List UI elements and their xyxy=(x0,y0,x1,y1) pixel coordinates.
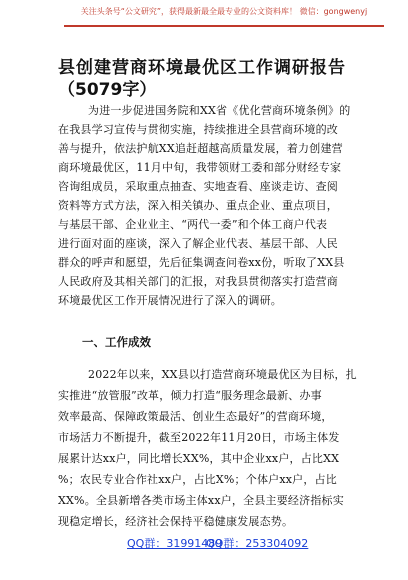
paragraph-line: 市场活力不断提升，截至2022年11月20日，市场主体发 xyxy=(58,431,340,444)
paragraph-line: 善与提升，依法护航XX追赶超越高质量发展，着力创建营 xyxy=(58,142,343,155)
paragraph-line: 环境最优区工作开展情况进行了深入的调研。 xyxy=(58,294,282,307)
paragraph-line: 资料等方式方法，深入相关镇办、重点企业、重点项目， xyxy=(58,199,338,212)
top-banner: 关注头条号“公文研究”，获得最新最全最专业的公文资料库！ 微信：gongwenyj xyxy=(64,5,384,27)
paragraph-line: %；农民专业合作社xx户，占比X%；个体户xx户，占比 xyxy=(58,473,337,486)
paragraph-line: 展累计达xx户，同比增长XX%，其中企业xx户，占比XX xyxy=(58,452,340,465)
paragraph-line: XX%。全县新增各类市场主体xx户，全县主要经济指标实 xyxy=(58,494,344,507)
paragraph-line: 商环境最优区，11月中旬，我带领财工委和部分财经专家 xyxy=(58,161,342,174)
paragraph-line: 为进一步促进国务院和XX省《优化营商环境条例》的 xyxy=(88,104,351,117)
qq-group-link[interactable]: QQ群：31991489 xyxy=(127,537,223,550)
footer xyxy=(0,532,408,554)
paragraph-line: 进行面对面的座谈，深入了解企业代表、基层干部、人民 xyxy=(58,237,338,250)
section-heading: 一、工作成效 xyxy=(82,335,151,349)
paragraph-line: 在我县学习宣传与贯彻实施，持续推进全县营商环境的改 xyxy=(58,123,338,136)
paragraph-line: 人民政府及其相关部门的汇报，对我县贯彻落实打造营商 xyxy=(58,275,338,288)
document-title: 县创建营商环境最优区工作调研报告 xyxy=(58,58,346,78)
paragraph-line: 咨询组成员，采取重点抽查、实地查看、座谈走访、查阅 xyxy=(58,180,338,193)
paragraph-line: 效率最高、保障政策最活、创业生态最好”的营商环境， xyxy=(58,410,333,423)
paragraph-line: 现稳定增长，经济社会保持平稳健康发展态势。 xyxy=(58,515,294,528)
document-word-count: （5079字） xyxy=(58,80,157,100)
paragraph-line: 与基层干部、企业业主、“两代一委”和个体工商户代表 xyxy=(58,218,328,231)
qq-group-link-2[interactable]: QQ群：253304092 xyxy=(206,537,309,550)
paragraph-line: 实推进“放管服”改革，倾力打造“服务理念最新、办事 xyxy=(58,389,322,402)
paragraph-line: 2022年以来，XX县以打造营商环境最优区为目标，扎 xyxy=(88,368,357,381)
paragraph-line: 群众的呼声和愿望，先后征集调查问卷xx份，听取了XX县 xyxy=(58,256,345,269)
